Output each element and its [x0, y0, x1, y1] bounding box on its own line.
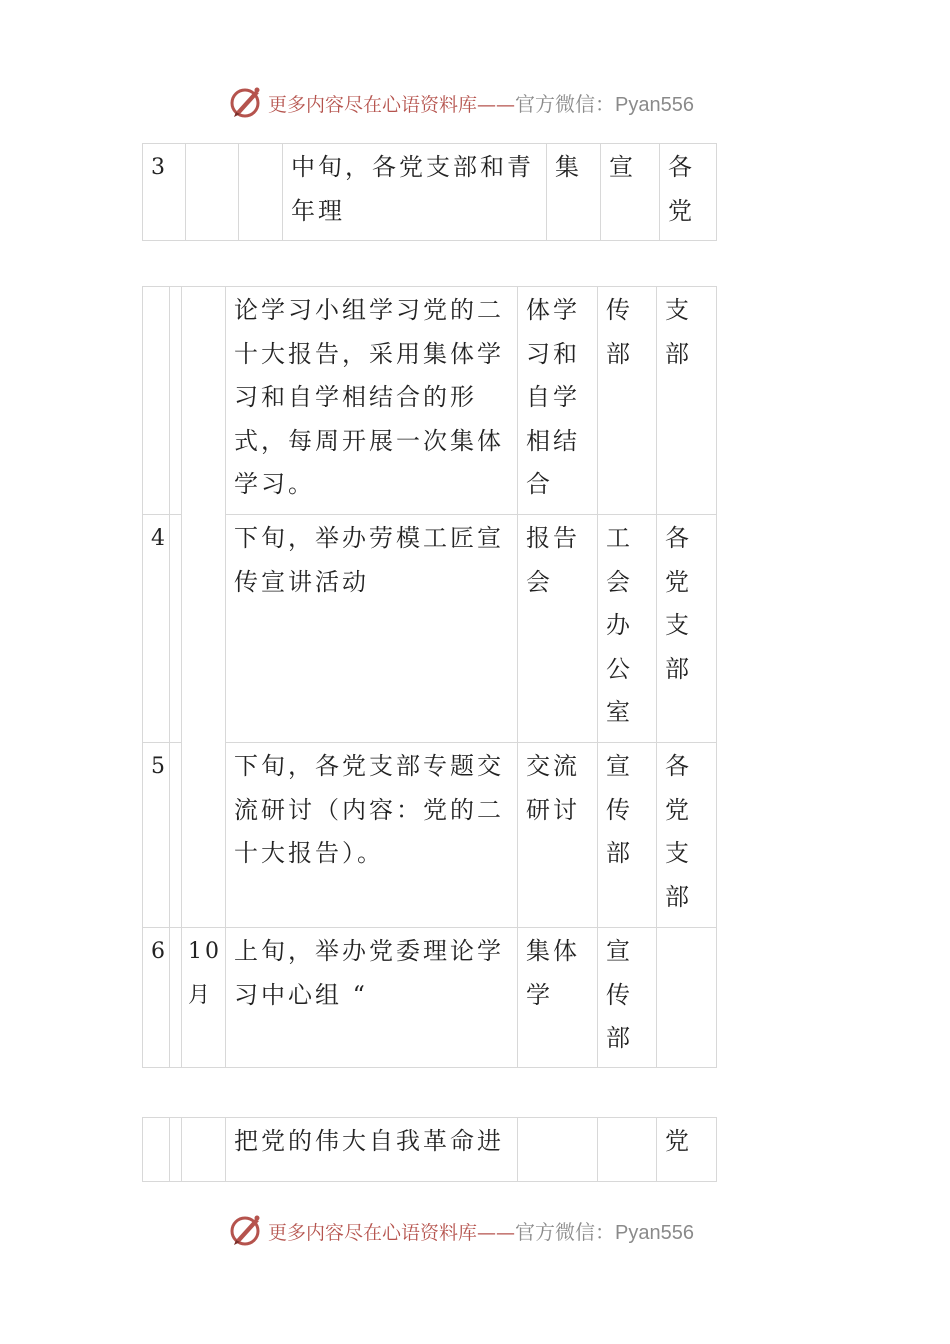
form-cell: 体学习和自学相结合 [518, 287, 598, 515]
narrow-cell [170, 743, 182, 928]
form-cell: 交流研讨 [518, 743, 598, 928]
banner-text [268, 1216, 694, 1245]
row-number-cell [143, 1118, 170, 1182]
month-cell [182, 287, 226, 928]
dept-cell: 宣 [601, 144, 660, 241]
table-row [143, 144, 717, 241]
schedule-table-part-3 [142, 1117, 717, 1182]
table-row [143, 287, 717, 515]
dept-cell: 传部 [598, 287, 657, 515]
content-cell: 中旬，各党支部和青年理 [283, 144, 547, 241]
table-row [143, 1118, 717, 1182]
content-cell: 论学习小组学习党的二十大报告，采用集体学习和自学相结合的形式，每周开展一次集体学习。 [226, 287, 518, 515]
dept-cell: 宣传部 [598, 743, 657, 928]
month-cell: 10月 [182, 928, 226, 1068]
schedule-table-part-2 [142, 286, 717, 1068]
target-cell: 支部 [657, 287, 717, 515]
table-row [143, 743, 717, 928]
content-cell: 把党的伟大自我革命进 [226, 1118, 518, 1182]
form-cell: 集 [547, 144, 601, 241]
blank-cell [239, 144, 283, 241]
row-number-cell: 3 [143, 144, 186, 241]
target-cell: 各党 [660, 144, 717, 241]
footer-banner [228, 1210, 694, 1250]
banner-wechat-text: 官方微信：Pyan556 [515, 93, 694, 116]
narrow-cell [170, 928, 182, 1068]
content-cell: 下旬，举办劳模工匠宣传宣讲活动 [226, 515, 518, 743]
form-cell: 报告会 [518, 515, 598, 743]
table-row [143, 515, 717, 743]
pen-logo-icon [228, 84, 264, 120]
target-cell: 党 [657, 1118, 717, 1182]
dept-cell [598, 1118, 657, 1182]
narrow-cell [170, 287, 182, 515]
row-number-cell [143, 287, 170, 515]
month-cell [186, 144, 239, 241]
schedule-table-part-1 [142, 143, 717, 241]
narrow-cell [170, 1118, 182, 1182]
banner-wechat-text: 官方微信：Pyan556 [515, 1221, 694, 1244]
month-cell [182, 1118, 226, 1182]
form-cell: 集体学 [518, 928, 598, 1068]
target-cell [657, 928, 717, 1068]
banner-library-text: 更多内容尽在心语资料库—— [268, 1221, 516, 1244]
target-cell: 各党支部 [657, 515, 717, 743]
pen-logo-icon [228, 1212, 264, 1248]
banner-text [268, 88, 694, 117]
content-cell: 下旬，各党支部专题交流研讨（内容：党的二十大报告）。 [226, 743, 518, 928]
banner-library-text: 更多内容尽在心语资料库—— [268, 93, 516, 116]
narrow-cell [170, 515, 182, 743]
dept-cell: 工会办公室 [598, 515, 657, 743]
row-number-cell: 5 [143, 743, 170, 928]
table-row [143, 928, 717, 1068]
dept-cell: 宣传部 [598, 928, 657, 1068]
header-banner [228, 82, 694, 122]
row-number-cell: 6 [143, 928, 170, 1068]
target-cell: 各党支部 [657, 743, 717, 928]
content-cell: 上旬，举办党委理论学习中心组 “ [226, 928, 518, 1068]
form-cell [518, 1118, 598, 1182]
row-number-cell: 4 [143, 515, 170, 743]
